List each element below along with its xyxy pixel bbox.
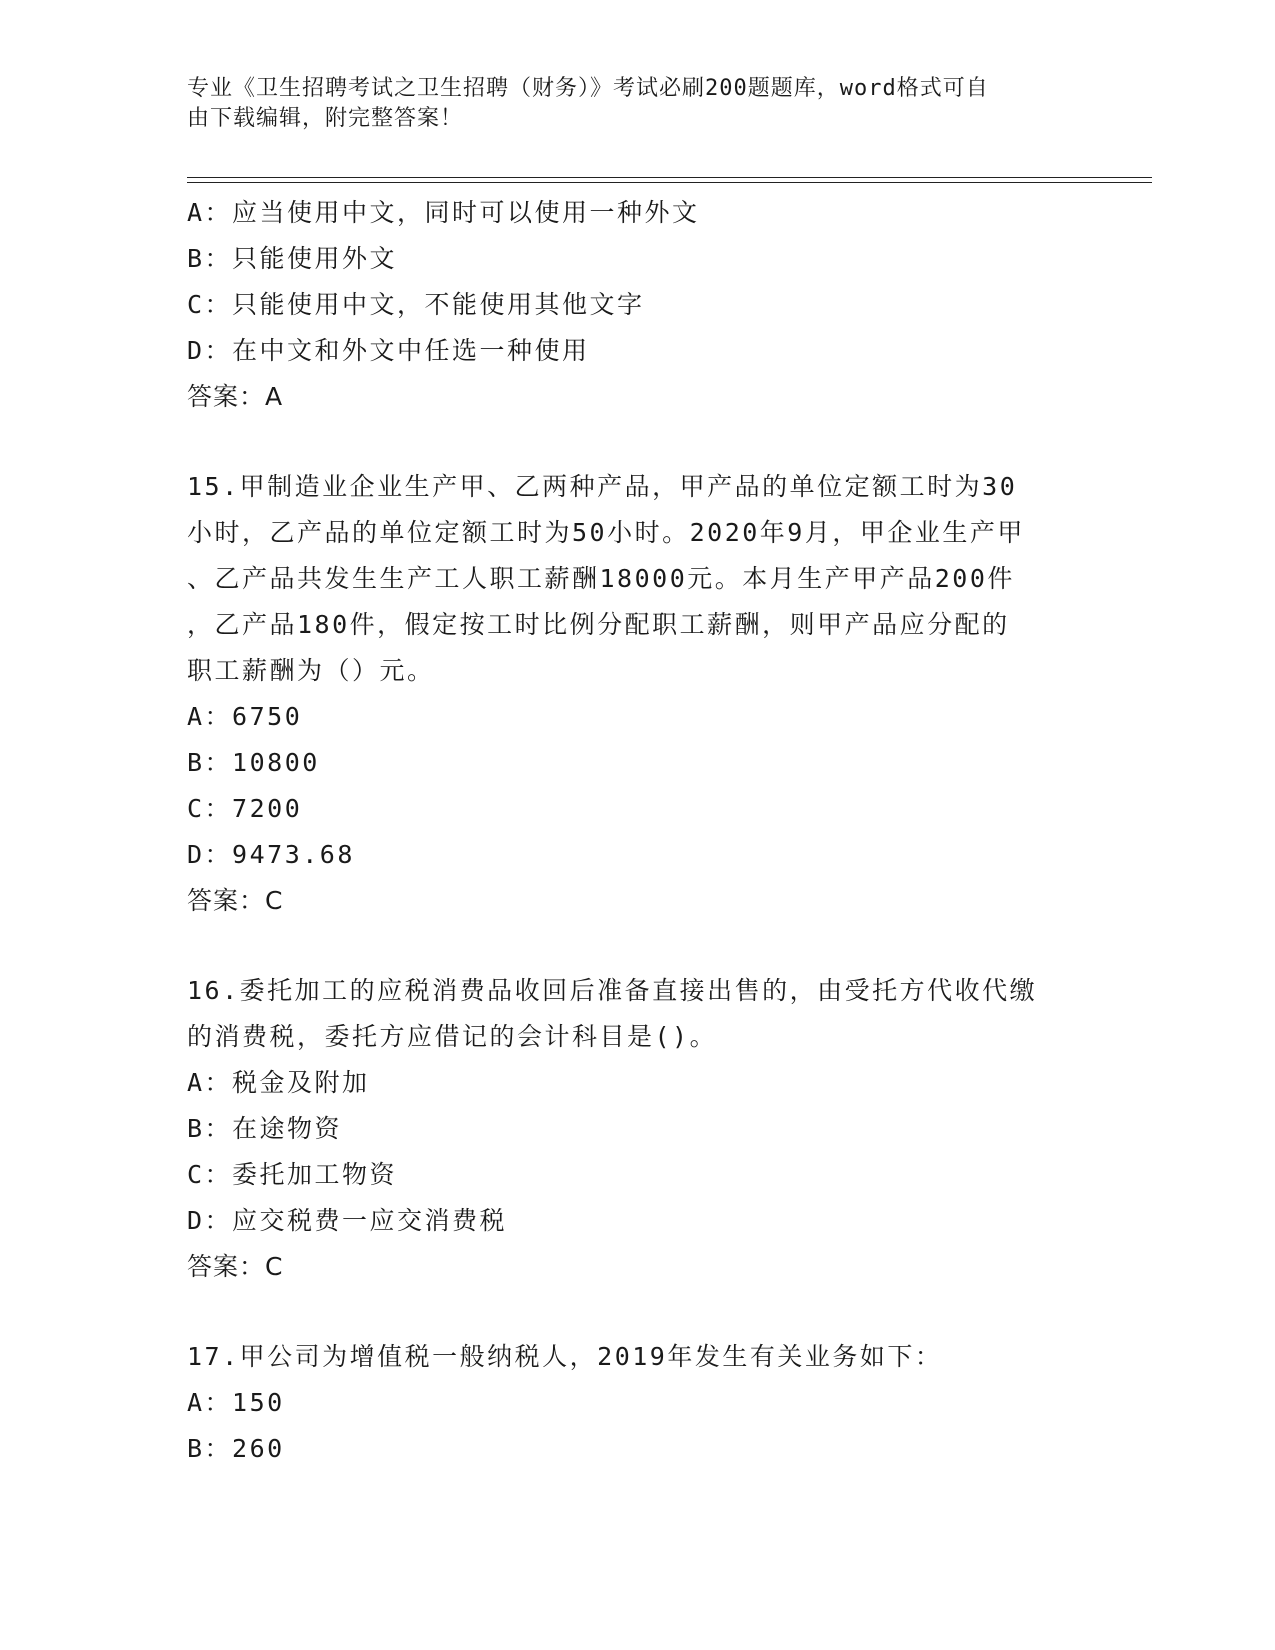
option-c: C：委托加工物资: [187, 1160, 398, 1189]
stem-line: 、乙产品共发生生产工人职工薪酬18000元。本月生产甲产品200件: [187, 564, 1015, 593]
answer: 答案：C: [187, 886, 284, 915]
header-line-1: 专业《卫生招聘考试之卫生招聘（财务）》考试必刷200题题库，word格式可自: [187, 76, 989, 101]
stem-line: 16.委托加工的应税消费品收回后准备直接出售的，由受托方代收代缴: [187, 976, 1038, 1005]
option-a: A：税金及附加: [187, 1068, 370, 1097]
question-stem: [187, 464, 1087, 694]
option-a: A：应当使用中文，同时可以使用一种外文: [187, 198, 700, 227]
header-divider-top: [187, 177, 1152, 178]
option-d: D：9473.68: [187, 840, 355, 869]
option-c: C：7200: [187, 794, 303, 823]
question-16: [187, 968, 1087, 1290]
question-stem: [187, 968, 1087, 1060]
stem-line: ，乙产品180件，假定按工时比例分配职工薪酬，则甲产品应分配的: [187, 610, 1010, 639]
option-b: B：在途物资: [187, 1114, 343, 1143]
stem-line: 职工薪酬为（）元。: [187, 656, 435, 685]
option-d: D：在中文和外文中任选一种使用: [187, 336, 590, 365]
spacer: [187, 924, 1087, 968]
question-stem: [187, 1334, 1087, 1380]
option-b: B：只能使用外文: [187, 244, 398, 273]
answer: 答案：C: [187, 1252, 284, 1281]
header-line-2: 由下载编辑，附完整答案！: [187, 106, 464, 131]
stem-line: 15.甲制造业企业生产甲、乙两种产品，甲产品的单位定额工时为30: [187, 472, 1018, 501]
option-c: C：只能使用中文，不能使用其他文字: [187, 290, 645, 319]
header-divider-bottom: [187, 182, 1152, 183]
spacer: [187, 1290, 1087, 1334]
question-14: [187, 190, 1087, 420]
option-a: A：6750: [187, 702, 303, 731]
stem-line: 小时，乙产品的单位定额工时为50小时。2020年9月，甲企业生产甲: [187, 518, 1025, 547]
stem-line: 17.甲公司为增值税一般纳税人，2019年发生有关业务如下：: [187, 1342, 943, 1371]
question-content: [187, 190, 1087, 1472]
question-17: [187, 1334, 1087, 1472]
question-15: [187, 464, 1087, 924]
option-b: B：10800: [187, 748, 320, 777]
option-d: D：应交税费一应交消费税: [187, 1206, 508, 1235]
stem-line: 的消费税，委托方应借记的会计科目是()。: [187, 1022, 718, 1051]
option-b: B：260: [187, 1434, 285, 1463]
answer: 答案：A: [187, 382, 284, 411]
document-header: [187, 74, 1067, 134]
option-a: A：150: [187, 1388, 285, 1417]
spacer: [187, 420, 1087, 464]
